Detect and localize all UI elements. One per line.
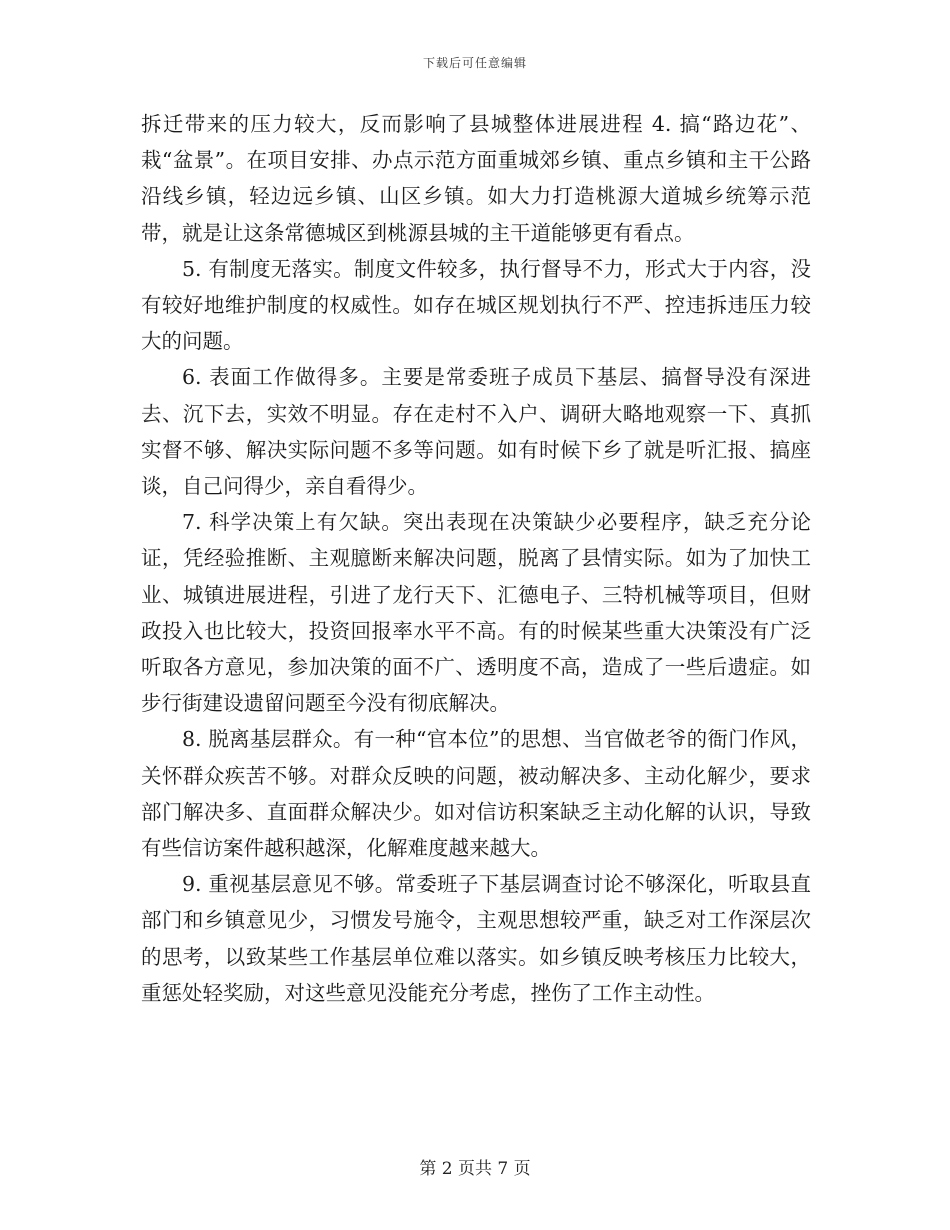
document-body [141,106,811,1011]
paragraph-item-7: 7. 科学决策上有欠缺。突出表现在决策缺少必要程序，缺乏充分论证，凭经验推断、主观臆断来解决问题，脱离了县情实际。如为了加快工业、城镇进展进程，引进了龙行天下、汇德电子、三特机械等项目，但财政投入也比较大，投资回报率水平不高。有的时候某些重大决策没有广泛听取各方意见，参加决策的面不广、透明度不高，造成了一些后遗症。如步行街建设遗留问题至今没有彻底解决。 [141,510,811,716]
header-note: 下载后可任意编辑 [422,56,527,70]
paragraph-item-8: 8. 脱离基层群众。有一种“官本位”的思想、当官做老爷的衙门作风，关怀群众疾苦不够。对群众反映的问题，被动解决多、主动化解少，要求部门解决多、直面群众解决少。如对信访积案缺乏主动化解的认识，导致有些信访案件越积越深，化解难度越来越大。 [141,727,811,861]
paragraph-item-5: 5. 有制度无落实。制度文件较多，执行督导不力，形式大于内容，没有较好地维护制度的权威性。如存在城区规划执行不严、控违拆违压力较大的问题。 [141,256,811,354]
paragraph-item-9: 9. 重视基层意见不够。常委班子下基层调查讨论不够深化，听取县直部门和乡镇意见少，习惯发号施令，主观思想较严重，缺乏对工作深层次的思考，以致某些工作基层单位难以落实。如乡镇反映考核压力比较大，重惩处轻奖励，对这些意见没能充分考虑，挫伤了工作主动性。 [141,872,811,1005]
page-number-footer: 第 2 页共 7 页 [419,1159,531,1179]
paragraph-item-6: 6. 表面工作做得多。主要是常委班子成员下基层、搞督导没有深进去、沉下去，实效不明显。存在走村不入户、调研大略地观察一下、真抓实督不够、解决实际问题不多等问题。如有时候下乡了就是听汇报、搞座谈，自己问得少，亲自看得少。 [141,365,811,499]
paragraph-continuation: 拆迁带来的压力较大，反而影响了县城整体进展进程 4. 搞“路边花”、栽“盆景”。在项目安排、办点示范方面重城郊乡镇、重点乡镇和主干公路沿线乡镇，轻边远乡镇、山区乡镇。如大力打造桃源大道城乡统筹示范带，就是让这条常德城区到桃源县城的主干道能够更有看点。 [141,112,811,245]
